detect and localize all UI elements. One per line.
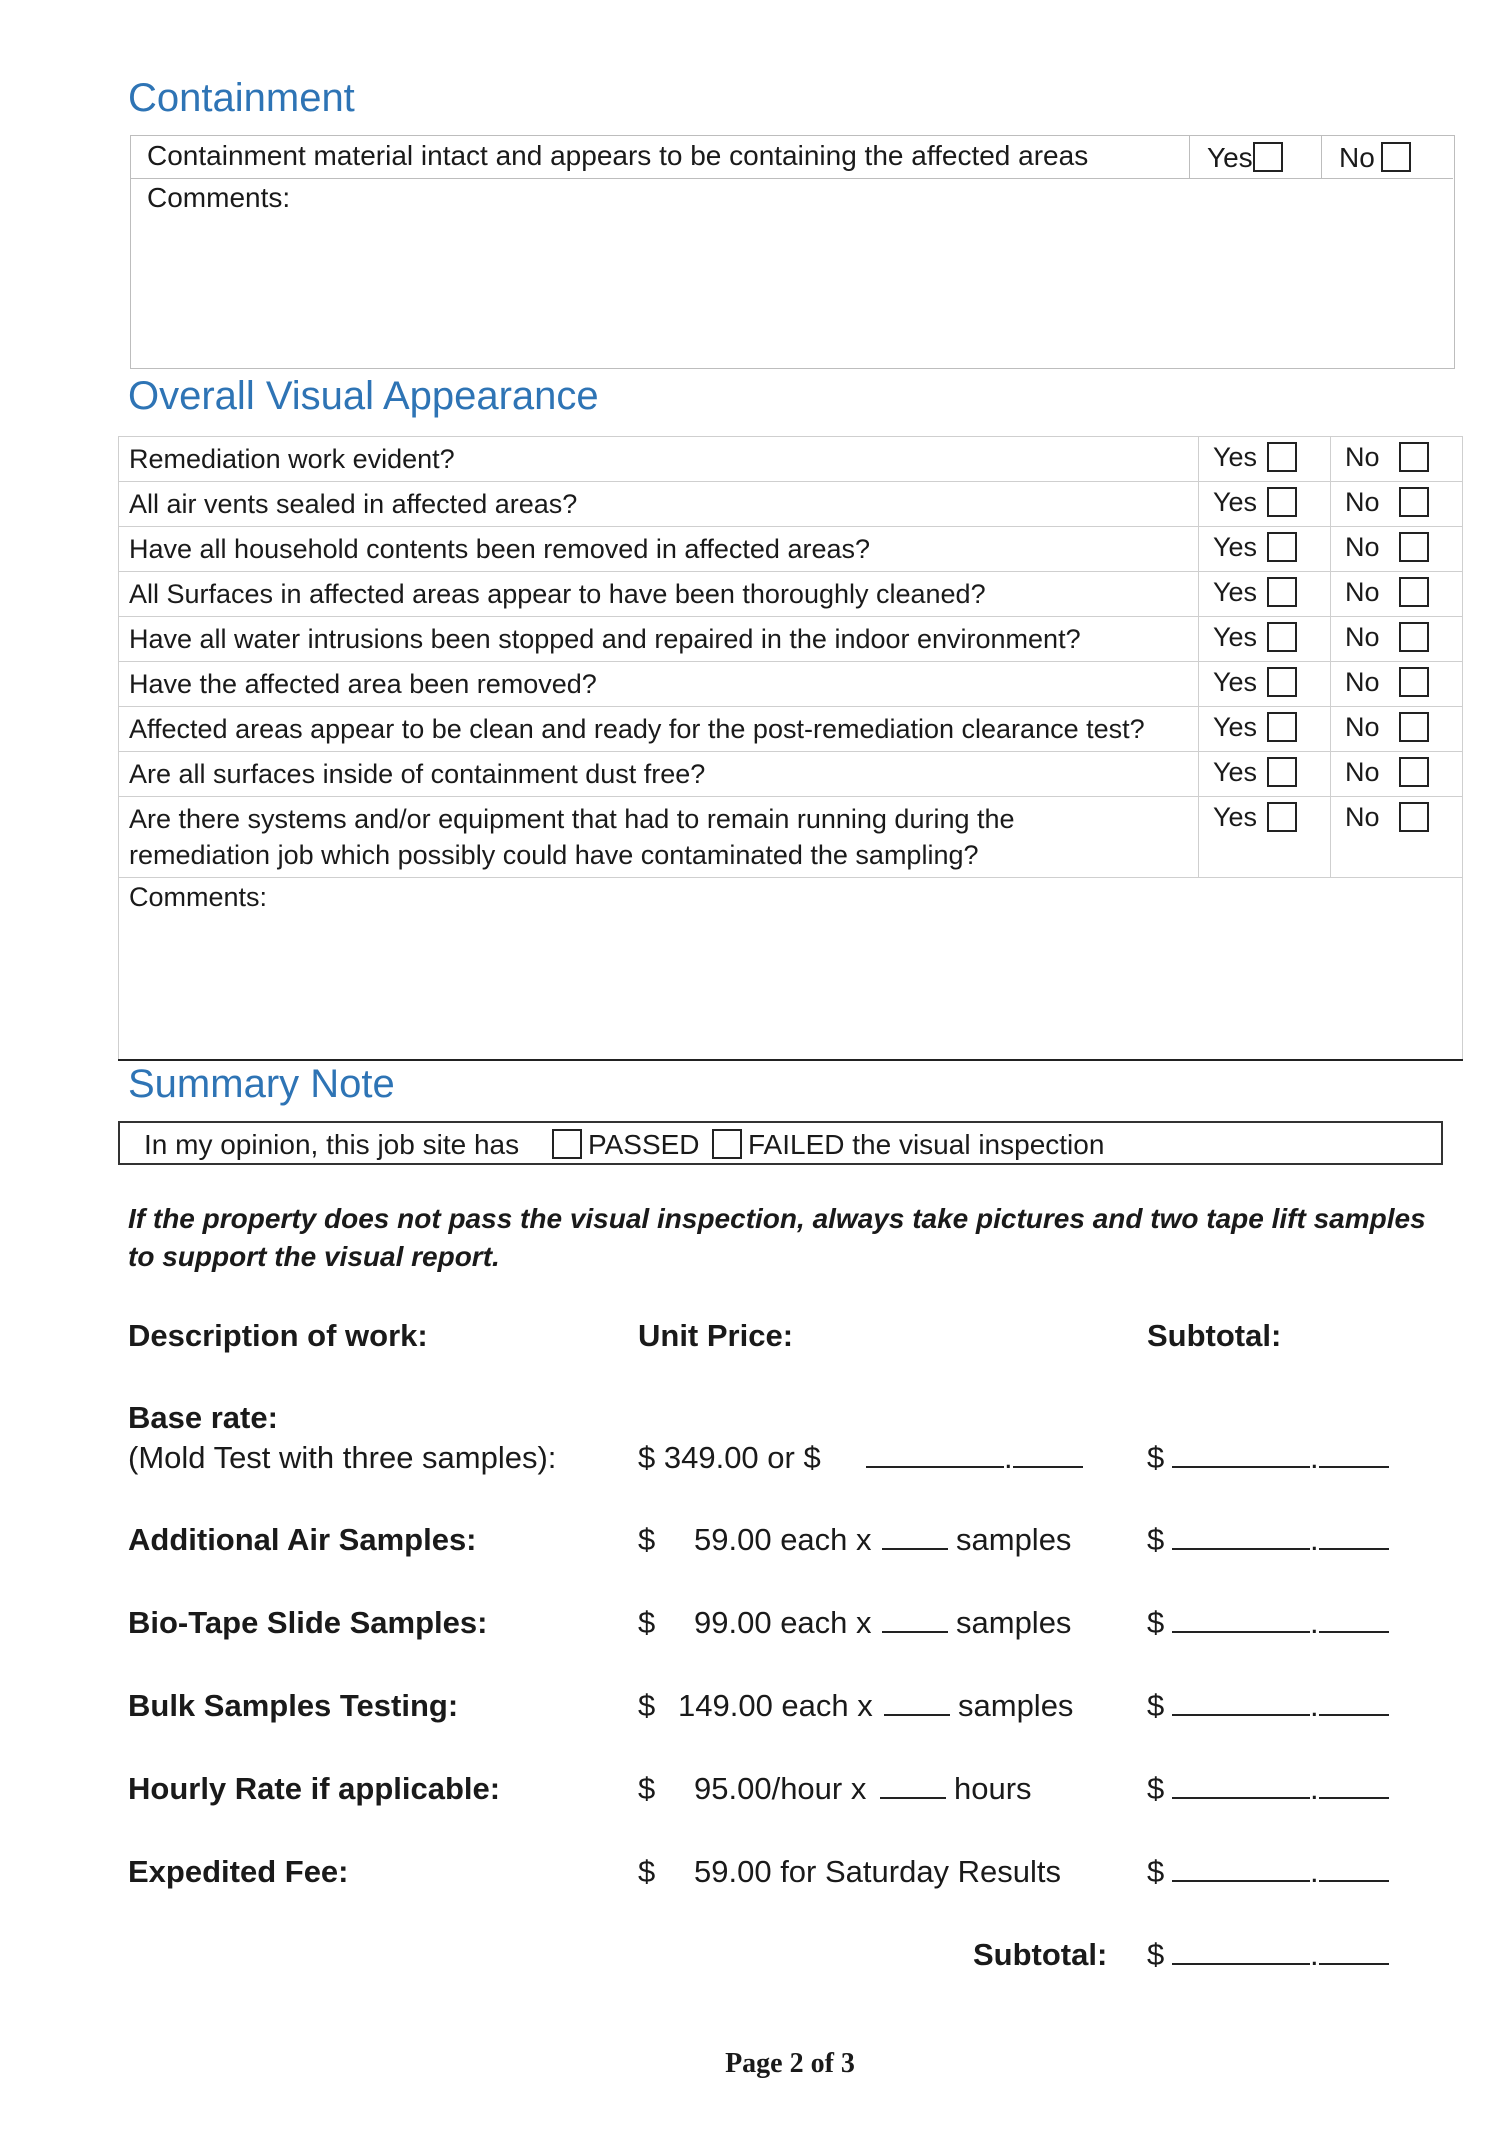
price-row-dollar: $ <box>638 1605 656 1640</box>
summary-heading: Summary Note <box>128 1062 395 1106</box>
yes-label: Yes <box>1213 712 1258 742</box>
no-checkbox[interactable] <box>1399 442 1429 472</box>
subtotal-dollar: $ <box>1147 1688 1165 1723</box>
subtotal-dollar: $ <box>1147 1937 1165 1972</box>
no-checkbox[interactable] <box>1399 802 1429 832</box>
containment-no-label: No <box>1339 142 1375 173</box>
quantity-field[interactable] <box>882 1522 948 1558</box>
yes-checkbox[interactable] <box>1267 667 1297 697</box>
visual-checklist-table <box>118 436 1463 1061</box>
price-row-label: Bulk Samples Testing: <box>128 1688 459 1723</box>
containment-heading: Containment <box>128 76 355 120</box>
yes-label: Yes <box>1213 532 1258 562</box>
table-row <box>119 572 1463 617</box>
table-row <box>119 707 1463 752</box>
subtotal-field[interactable]: . <box>1172 1854 1389 1890</box>
yes-label: Yes <box>1213 667 1258 697</box>
price-row-dollar: $ <box>638 1522 656 1557</box>
subtotal-dollar: $ <box>1147 1854 1165 1889</box>
yes-checkbox[interactable] <box>1267 712 1297 742</box>
price-row-dollar: $ <box>638 1854 656 1889</box>
table-row <box>119 752 1463 797</box>
no-label: No <box>1345 757 1380 787</box>
table-row <box>119 878 1463 1060</box>
page-number: Page 2 of 3 <box>725 2048 855 2079</box>
no-label: No <box>1345 712 1380 742</box>
col-description-header: Description of work: <box>128 1318 428 1353</box>
base-rate-sublabel: (Mold Test with three samples): <box>128 1440 557 1475</box>
containment-no-checkbox[interactable] <box>1381 142 1411 172</box>
price-row-unit: samples <box>956 1605 1072 1640</box>
col-unit-price-header: Unit Price: <box>638 1318 794 1353</box>
question-cell: Have all household contents been removed in affected areas? <box>119 527 1199 572</box>
divider <box>1189 136 1190 178</box>
no-checkbox[interactable] <box>1399 532 1429 562</box>
price-row-unit: hours <box>954 1771 1032 1806</box>
price-row-label: Expedited Fee: <box>128 1854 349 1889</box>
no-label: No <box>1345 802 1380 832</box>
containment-box <box>130 135 1455 369</box>
yes-label: Yes <box>1213 442 1258 472</box>
price-row-dollar: $ <box>638 1771 656 1806</box>
table-row <box>119 527 1463 572</box>
subtotal-dollar: $ <box>1147 1522 1165 1557</box>
containment-yes-label: Yes <box>1207 142 1253 173</box>
table-row <box>119 662 1463 707</box>
passed-checkbox[interactable] <box>552 1129 582 1159</box>
visual-comments-cell <box>119 878 1463 1060</box>
failed-checkbox[interactable] <box>712 1129 742 1159</box>
no-label: No <box>1345 442 1380 472</box>
quantity-field[interactable] <box>880 1771 946 1807</box>
price-row-unit: samples <box>956 1522 1072 1557</box>
price-row-unit-price: 99.00 each x <box>694 1605 872 1640</box>
question-cell: Have the affected area been removed? <box>119 662 1199 707</box>
col-subtotal-header: Subtotal: <box>1147 1318 1282 1353</box>
price-row-unit-price: 149.00 each x <box>678 1688 873 1723</box>
price-row-dollar: $ <box>638 1688 656 1723</box>
yes-checkbox[interactable] <box>1267 487 1297 517</box>
table-row <box>119 482 1463 527</box>
containment-question: Containment material intact and appears to be containing the affected areas <box>147 140 1089 171</box>
yes-checkbox[interactable] <box>1267 757 1297 787</box>
subtotal-dollar: $ <box>1147 1440 1165 1475</box>
question-cell: Affected areas appear to be clean and ready for the post-remediation clearance test? <box>119 707 1199 752</box>
no-checkbox[interactable] <box>1399 712 1429 742</box>
question-cell: All Surfaces in affected areas appear to have been thoroughly cleaned? <box>119 572 1199 617</box>
yes-checkbox[interactable] <box>1267 802 1297 832</box>
subtotal-field[interactable]: . <box>1172 1522 1389 1558</box>
no-label: No <box>1345 667 1380 697</box>
visual-heading: Overall Visual Appearance <box>128 374 599 418</box>
subtotal-field[interactable]: . <box>1172 1771 1389 1807</box>
question-line: Are there systems and/or equipment that had to remain running during the <box>129 804 1015 834</box>
grand-subtotal-field[interactable]: . <box>1172 1937 1389 1973</box>
price-row-unit-price: 59.00 each x <box>694 1522 872 1557</box>
no-checkbox[interactable] <box>1399 577 1429 607</box>
no-checkbox[interactable] <box>1399 487 1429 517</box>
yes-label: Yes <box>1213 622 1258 652</box>
subtotal-field[interactable]: . <box>1172 1688 1389 1724</box>
containment-yes-checkbox[interactable] <box>1253 142 1283 172</box>
price-row-label: Hourly Rate if applicable: <box>128 1771 501 1806</box>
yes-checkbox[interactable] <box>1267 577 1297 607</box>
no-checkbox[interactable] <box>1399 622 1429 652</box>
quantity-field[interactable] <box>884 1688 950 1724</box>
question-cell: Are all surfaces inside of containment dust free? <box>119 752 1199 797</box>
no-checkbox[interactable] <box>1399 757 1429 787</box>
summary-box <box>118 1121 1443 1165</box>
passed-label: PASSED <box>588 1129 700 1160</box>
yes-label: Yes <box>1213 802 1258 832</box>
yes-label: Yes <box>1213 577 1258 607</box>
no-label: No <box>1345 532 1380 562</box>
yes-checkbox[interactable] <box>1267 442 1297 472</box>
question-line: remediation job which possibly could have contaminated the sampling? <box>129 840 979 870</box>
summary-prefix: In my opinion, this job site has <box>144 1129 520 1160</box>
base-rate-price: $ 349.00 or $ <box>638 1440 821 1475</box>
price-row-unit: samples <box>958 1688 1074 1723</box>
price-row-label: Bio-Tape Slide Samples: <box>128 1605 488 1640</box>
question-cell: Have all water intrusions been stopped and repaired in the indoor environment? <box>119 617 1199 662</box>
failed-label: FAILED the visual inspection <box>748 1129 1105 1160</box>
no-checkbox[interactable] <box>1399 667 1429 697</box>
price-row-label: Additional Air Samples: <box>128 1522 477 1557</box>
price-row-unit-price: 59.00 for Saturday Results <box>694 1854 1062 1889</box>
price-row-unit-price: 95.00/hour x <box>694 1771 867 1806</box>
no-label: No <box>1345 487 1380 517</box>
divider <box>131 178 1453 179</box>
yes-checkbox[interactable] <box>1267 532 1297 562</box>
no-label: No <box>1345 577 1380 607</box>
question-cell <box>119 797 1199 878</box>
question-cell: Remediation work evident? <box>119 437 1199 482</box>
table-row <box>119 437 1463 482</box>
subtotal-dollar: $ <box>1147 1771 1165 1806</box>
inspection-note: If the property does not pass the visual inspection, always take pictures and two tape lift samples to support the visual report. <box>128 1203 1426 1272</box>
subtotal-field[interactable]: . <box>1172 1440 1389 1476</box>
quantity-field[interactable] <box>882 1605 948 1641</box>
containment-comments-label: Comments: <box>147 182 291 213</box>
no-label: No <box>1345 622 1380 652</box>
yes-checkbox[interactable] <box>1267 622 1297 652</box>
yes-label: Yes <box>1213 757 1258 787</box>
subtotal-label: Subtotal: <box>973 1937 1108 1972</box>
subtotal-dollar: $ <box>1147 1605 1165 1640</box>
subtotal-field[interactable]: . <box>1172 1605 1389 1641</box>
table-row <box>119 617 1463 662</box>
base-rate-custom-field[interactable]: . <box>866 1440 1083 1476</box>
base-rate-label: Base rate: <box>128 1400 278 1435</box>
table-row <box>119 797 1463 878</box>
yes-label: Yes <box>1213 487 1258 517</box>
question-cell: All air vents sealed in affected areas? <box>119 482 1199 527</box>
visual-comments-label: Comments: <box>129 882 268 912</box>
divider <box>1321 136 1322 178</box>
